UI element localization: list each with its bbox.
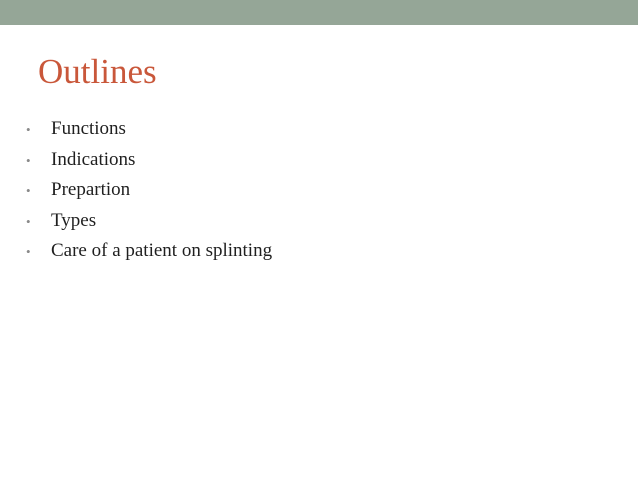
- bullet-icon: •: [26, 213, 31, 229]
- top-accent-band: [0, 0, 638, 25]
- slide-title: Outlines: [38, 52, 157, 91]
- bullet-text: Care of a patient on splinting: [51, 240, 273, 261]
- list-item: [26, 208, 272, 239]
- bullet-icon: •: [26, 244, 31, 259]
- bullet-icon: •: [26, 183, 31, 198]
- list-item: [26, 177, 272, 208]
- list-item: [26, 238, 272, 269]
- list-item: [26, 116, 272, 147]
- bullet-text: Functions: [51, 118, 126, 139]
- bullet-text: Prepartion: [51, 179, 131, 200]
- bullet-list: [26, 116, 272, 269]
- bullet-text: Types: [51, 209, 97, 231]
- bullet-text: Indications: [51, 148, 136, 170]
- list-item: [26, 147, 272, 178]
- bullet-icon: •: [26, 122, 31, 137]
- bullet-icon: •: [26, 152, 31, 168]
